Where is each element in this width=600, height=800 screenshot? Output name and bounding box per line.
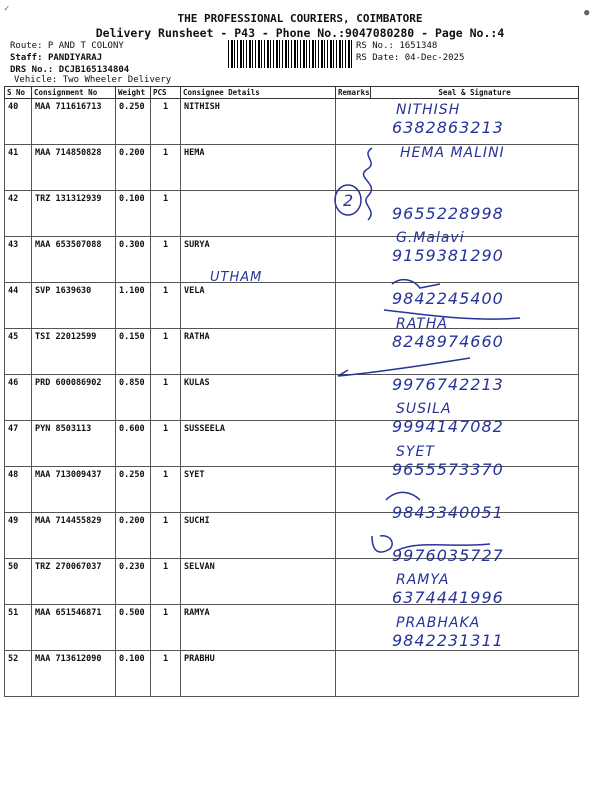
handwritten-phone: 9842231311: [392, 631, 504, 650]
row-pcs: 1: [151, 605, 181, 651]
row-weight: 0.100: [116, 191, 151, 237]
row-consignee: RAMYA: [181, 605, 336, 651]
rs-number: RS No.: 1651348: [356, 41, 438, 51]
handwritten-name: SUSILA: [396, 401, 452, 418]
corner-dot-mark: ●: [584, 8, 590, 18]
row-consignment-no: MAA 713009437: [32, 467, 116, 513]
row-pcs: 1: [151, 283, 181, 329]
col-sno: S No: [5, 87, 32, 99]
handwritten-vela-extra: UTHAM: [210, 270, 263, 285]
row-sno: 42: [5, 191, 32, 237]
row-sno: 43: [5, 237, 32, 283]
vehicle-label: Vehicle: Two Wheeler Delivery: [14, 75, 172, 85]
drs-label: DRS No.:: [10, 65, 54, 75]
col-consignee: Consignee Details: [181, 87, 336, 99]
row-weight: 0.200: [116, 145, 151, 191]
row-consignment-no: MAA 714455829: [32, 513, 116, 559]
row-sno: 44: [5, 283, 32, 329]
row-consignment-no: PRD 600086902: [32, 375, 116, 421]
row-consignment-no: TRZ 270067037: [32, 559, 116, 605]
row-pcs: 1: [151, 191, 181, 237]
row-consignee: PRABHU: [181, 651, 336, 697]
row-sno: 41: [5, 145, 32, 191]
handwritten-name: NITHISH: [396, 102, 461, 118]
row-consignment-no: TRZ 131312939: [32, 191, 116, 237]
suchi-signature-mark: [386, 492, 420, 500]
handwritten-phone: 9655228998: [392, 203, 504, 223]
staff-value: PANDIYARAJ: [47, 53, 103, 63]
row-consignment-no: MAA 653507088: [32, 237, 116, 283]
row-pcs: 1: [151, 99, 181, 145]
handwritten-name: HEMA MALINI: [400, 144, 505, 161]
row-pcs: 1: [151, 513, 181, 559]
handwritten-phone: 6374441996: [392, 588, 504, 608]
row-consignee: NITHISH: [181, 99, 336, 145]
drs-value: DCJB165134804: [58, 65, 130, 75]
row-consignment-no: TSI 22012599: [32, 329, 116, 375]
handwritten-name: RATHA: [396, 315, 448, 332]
row-pcs: 1: [151, 237, 181, 283]
col-remarks: Remarks: [336, 87, 371, 99]
row-consignee: SUSSEELA: [181, 421, 336, 467]
row-pcs: 1: [151, 375, 181, 421]
row-consignee: SELVAN: [181, 559, 336, 605]
handwritten-phone: 9843340051: [392, 502, 504, 522]
handwritten-name: SYET: [396, 444, 435, 460]
row-consignment-no: SVP 1639630: [32, 283, 116, 329]
handwritten-name: PRABHAKA: [396, 615, 481, 631]
row-weight: 0.250: [116, 467, 151, 513]
corner-tick-mark: ✓: [4, 4, 10, 14]
runsheet-subtitle: Delivery Runsheet - P43 - Phone No.:9047080280 - Page No.:4: [95, 26, 505, 40]
row-consignment-no: MAA 711616713: [32, 99, 116, 145]
selvan-signature-tail: [398, 544, 490, 550]
row-consignee: RATHA: [181, 329, 336, 375]
ratha-stroke: [384, 310, 520, 319]
row-pcs: 1: [151, 559, 181, 605]
row-sno: 46: [5, 375, 32, 421]
row-weight: 0.300: [116, 237, 151, 283]
handwritten-phone: 9976742213: [392, 374, 504, 394]
row-pcs: 1: [151, 421, 181, 467]
route-label: Route: P AND T COLONY: [10, 41, 124, 51]
row-weight: 0.150: [116, 329, 151, 375]
row-sno: 51: [5, 605, 32, 651]
row-consignment-no: MAA 713612090: [32, 651, 116, 697]
row-consignee: SUCHI: [181, 513, 336, 559]
row-sno: 40: [5, 99, 32, 145]
row-weight: 0.250: [116, 99, 151, 145]
row-weight: 0.850: [116, 375, 151, 421]
handwritten-phone: 9159381290: [392, 246, 504, 266]
row-consignee: SURYA: [181, 237, 336, 283]
row-weight: 0.500: [116, 605, 151, 651]
row-sno: 48: [5, 467, 32, 513]
row-consignee: KULAS: [181, 375, 336, 421]
bracket-scribble: [363, 148, 372, 220]
row-consignment-no: MAA 714850828: [32, 145, 116, 191]
col-seal: Seal & Signature: [371, 87, 579, 99]
col-weight: Weight: [116, 87, 151, 99]
col-consignment: Consignment No: [32, 87, 116, 99]
handwritten-phone: 6382863213: [392, 118, 504, 137]
handwritten-name: G.Malavi: [396, 230, 465, 247]
runsheet-company-title: THE PROFESSIONAL COURIERS, COIMBATORE: [177, 12, 423, 25]
row-consignment-no: PYN 8503113: [32, 421, 116, 467]
rs-date: RS Date: 04-Dec-2025: [356, 53, 465, 63]
handwritten-phone: 9976035727: [392, 545, 504, 565]
row-sno: 49: [5, 513, 32, 559]
row-pcs: 1: [151, 145, 181, 191]
handwritten-phone: 9994147082: [392, 417, 504, 437]
row-pcs: 1: [151, 651, 181, 697]
row-pcs: 1: [151, 329, 181, 375]
row-pcs: 1: [151, 467, 181, 513]
row-weight: 0.100: [116, 651, 151, 697]
arrow-line: [338, 358, 470, 376]
row-sno: 50: [5, 559, 32, 605]
row-weight: 0.200: [116, 513, 151, 559]
col-pcs: PCS: [151, 87, 181, 99]
row-consignee: SYET: [181, 467, 336, 513]
row-weight: 0.600: [116, 421, 151, 467]
handwritten-phone: 9842245400: [392, 289, 504, 308]
circled-number: 2: [343, 191, 354, 210]
row-sno: 45: [5, 329, 32, 375]
row-sno: 52: [5, 651, 32, 697]
handwritten-phone: 9655573370: [392, 460, 504, 479]
selvan-signature-loop: [372, 536, 392, 552]
handwritten-name: RAMYA: [396, 572, 450, 589]
row-weight: 0.230: [116, 559, 151, 605]
row-sno: 47: [5, 421, 32, 467]
row-consignee: VELA: [181, 283, 336, 329]
staff-label: Staff:: [10, 53, 43, 63]
row-consignment-no: MAA 651546871: [32, 605, 116, 651]
handwritten-phone: 8248974660: [392, 331, 504, 351]
vela-signature-mark: [392, 280, 440, 288]
row-consignee: HEMA: [181, 145, 336, 191]
row-weight: 1.100: [116, 283, 151, 329]
